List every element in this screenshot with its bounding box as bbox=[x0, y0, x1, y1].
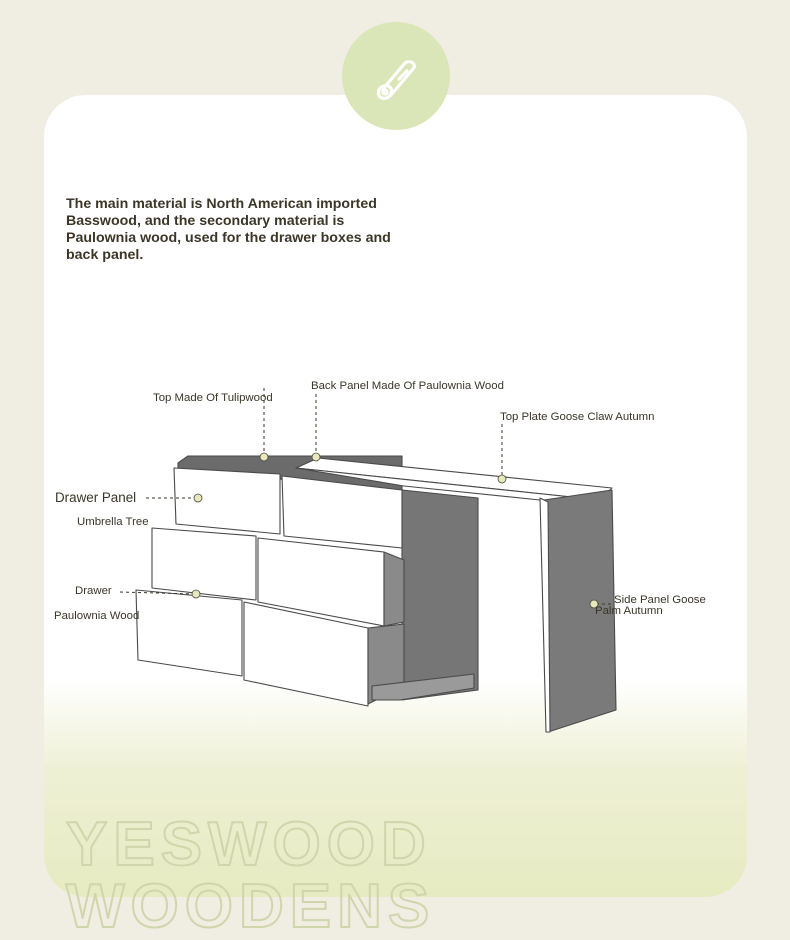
label-side-panel: Side Panel Goose bbox=[614, 594, 706, 606]
label-drawer-panel-material: Umbrella Tree bbox=[77, 516, 149, 528]
top-drawer-left bbox=[174, 468, 280, 534]
callout-dot bbox=[194, 494, 202, 502]
brand-watermark bbox=[40, 808, 750, 940]
wood-log-icon bbox=[369, 49, 423, 103]
label-top-plate: Top Plate Goose Claw Autumn bbox=[500, 411, 655, 423]
label-back-panel: Back Panel Made Of Paulownia Wood bbox=[311, 380, 504, 392]
description-line: Paulownia wood, used for the drawer boxes and bbox=[66, 230, 391, 246]
description-line: Basswood, and the secondary material is bbox=[66, 213, 345, 229]
label-top: Top Made Of Tulipwood bbox=[153, 392, 273, 404]
watermark-row: WOODENS bbox=[66, 872, 436, 940]
callout-dot bbox=[192, 590, 200, 598]
callout-dot bbox=[498, 475, 506, 483]
material-badge bbox=[342, 22, 450, 130]
description-line: back panel. bbox=[66, 247, 144, 263]
callout-dot bbox=[312, 453, 320, 461]
label-drawer-material: Paulownia Wood bbox=[54, 610, 140, 622]
label-drawer: Drawer bbox=[75, 585, 112, 597]
label-drawer-panel: Drawer Panel bbox=[55, 490, 137, 505]
cabinet-side bbox=[402, 490, 478, 700]
bottom-drawer-left bbox=[136, 590, 242, 676]
watermark-row: YESWOOD bbox=[66, 810, 432, 879]
callout-dot bbox=[260, 453, 268, 461]
middle-drawer-left bbox=[152, 528, 256, 600]
label-side-panel-material: Palm Autumn bbox=[595, 605, 663, 617]
middle-drawer-box bbox=[384, 552, 404, 626]
description-line: The main material is North American imported bbox=[66, 196, 377, 212]
